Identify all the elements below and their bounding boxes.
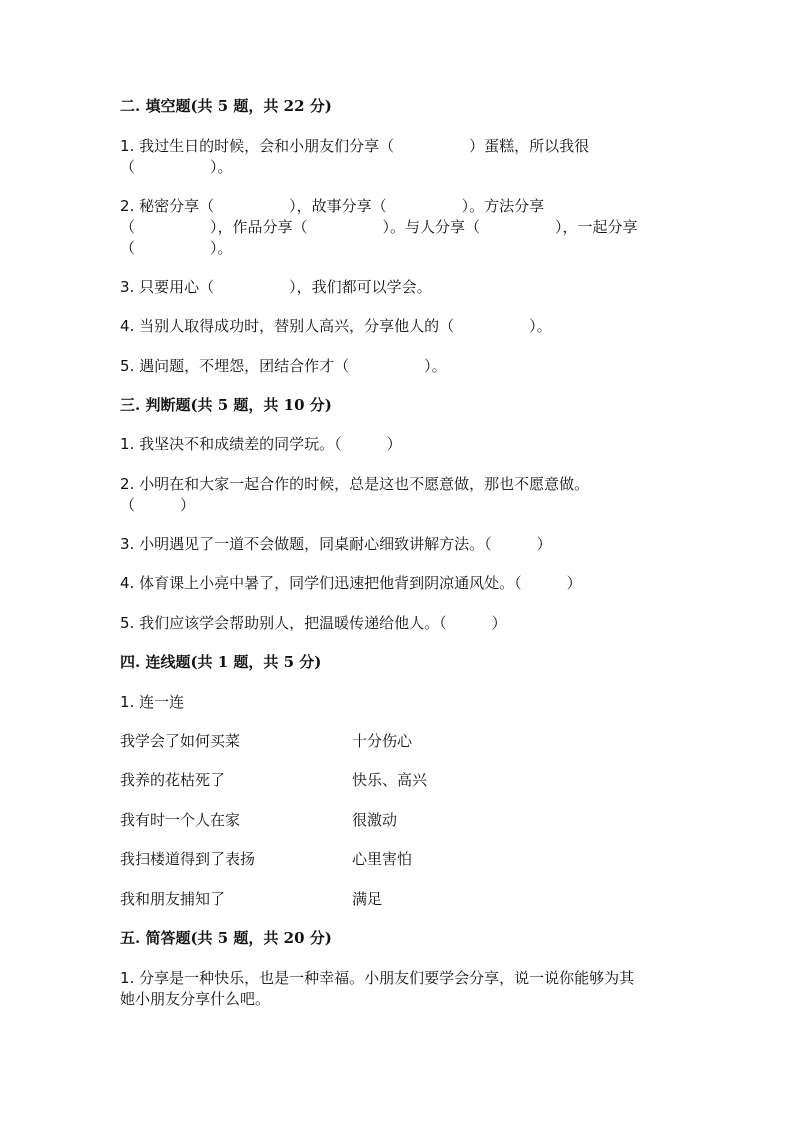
fill-q2-line2: （ ），作品分享（ ）。与人分享（ ），一起分享	[120, 218, 638, 236]
short-q1-line1: 1. 分享是一种快乐，也是一种幸福。小朋友们要学会分享，说一说你能够为其	[120, 969, 635, 987]
section-2-title: 二. 填空题(共 5 题，共 22 分)	[120, 97, 332, 115]
fill-q1-line1: 1. 我过生日的时候，会和小朋友们分享（ ）蛋糕，所以我很	[120, 137, 590, 155]
fill-q2-line1: 2. 秘密分享（ ），故事分享（ ）。方法分享	[120, 197, 545, 215]
section-4-title: 四. 连线题(共 1 题，共 5 分)	[120, 653, 322, 671]
fill-q4: 4. 当别人取得成功时，替别人高兴，分享他人的（ ）。	[120, 317, 552, 335]
match-right-item: 很激动	[352, 811, 398, 829]
match-right-item: 十分伤心	[352, 732, 413, 750]
match-right-item: 满足	[352, 890, 383, 908]
fill-q1-line2: （ ）。	[120, 158, 233, 176]
section-3-title: 三. 判断题(共 5 题，共 10 分)	[120, 396, 332, 414]
judge-q2-line2: （ ）	[120, 496, 196, 514]
short-q1-line2: 她小朋友分享什么吧。	[120, 990, 271, 1008]
judge-q4: 4. 体育课上小亮中暑了，同学们迅速把他背到阴凉通风处。（ ）	[120, 574, 582, 592]
fill-q2-line3: （ ）。	[120, 239, 233, 257]
match-right-item: 快乐、高兴	[352, 771, 428, 789]
match-right-item: 心里害怕	[352, 850, 413, 868]
match-left-item: 我有时一个人在家	[120, 811, 241, 829]
judge-q5: 5. 我们应该学会帮助别人，把温暖传递给他人。（ ）	[120, 614, 507, 632]
match-left-item: 我养的花枯死了	[120, 771, 226, 789]
section-5-title: 五. 简答题(共 5 题，共 20 分)	[120, 929, 332, 947]
judge-q3: 3. 小明遇见了一道不会做题，同桌耐心细致讲解方法。（ ）	[120, 535, 552, 553]
match-left-item: 我扫楼道得到了表扬	[120, 850, 256, 868]
match-left-item: 我和朋友捕知了	[120, 890, 226, 908]
fill-q5: 5. 遇问题，不埋怨，团结合作才（ ）。	[120, 357, 447, 375]
judge-q2-line1: 2. 小明在和大家一起合作的时候，总是这也不愿意做，那也不愿意做。	[120, 475, 590, 493]
fill-q3: 3. 只要用心（ ），我们都可以学会。	[120, 278, 432, 296]
match-q1: 1. 连一连	[120, 693, 185, 711]
judge-q1: 1. 我坚决不和成绩差的同学玩。（ ）	[120, 435, 402, 453]
match-left-item: 我学会了如何买菜	[120, 732, 241, 750]
